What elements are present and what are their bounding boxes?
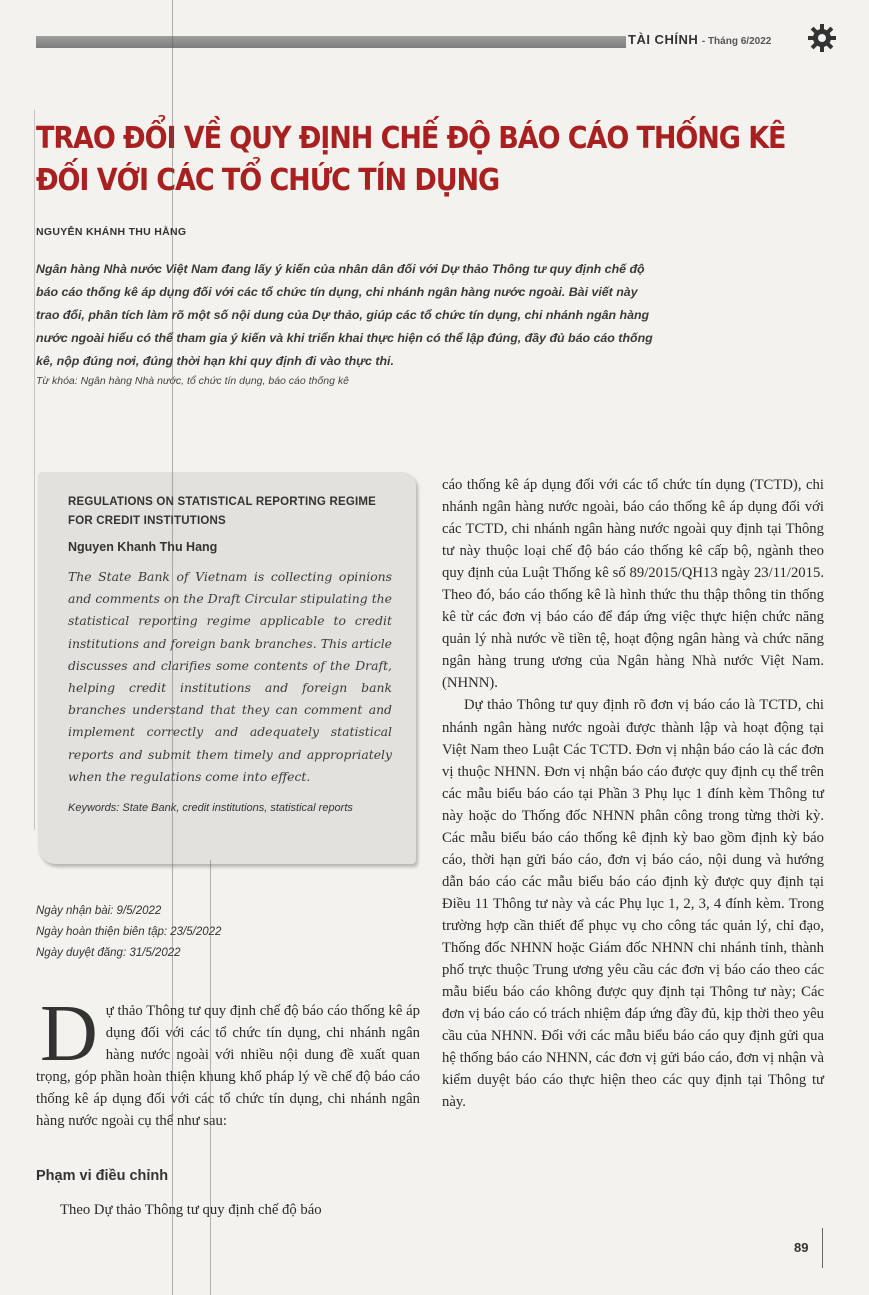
drop-cap: D: [40, 990, 98, 1078]
date-received: Ngày nhận bài: 9/5/2022: [36, 905, 162, 917]
title-line-2: ĐỐI VỚI CÁC TỔ CHỨC TÍN DỤNG: [36, 163, 500, 198]
english-title: REGULATIONS ON STATISTICAL REPORTING REGIME FOR CREDIT INSTITUTIONS: [68, 496, 377, 527]
date-approved: Ngày duyệt đăng: 31/5/2022: [36, 947, 181, 959]
title-line-1: TRAO ĐỔI VỀ QUY ĐỊNH CHẾ ĐỘ BÁO CÁO THỐNG KÊ: [36, 121, 786, 156]
right-paragraph-2: Dự thảo Thông tư quy định rõ đơn vị báo cáo là TCTD, chi nhánh ngân hàng nước ngoài được thành lập và hoạt động tại Việt Nam theo Luật Các TCTD. Đơn vị nhận báo cáo là các đơn vị thuộc NHNN. Đơn vị nhận báo cáo được quy định cụ thể trên các mẫu biểu báo cáo tại Phần 3 Phụ lục 1 đính kèm Thông tư này hoặc do Thống đốc NHNN phân công trong từng thời kỳ. Các mẫu biểu báo cáo thống kê định kỳ bao gồm định kỳ báo cáo, thời hạn gửi báo cáo, đơn vị báo cáo, nội dung và hướng dẫn báo cáo các mẫu biểu báo cáo định kỳ được quy định tại Điều 11 Thông tư này và các Phụ lục 1, 2, 3, 4 đính kèm. Trong trường hợp cần thiết để phục vụ cho công tác quản lý, chỉ đạo, Thống đốc NHNN hoặc Giám đốc NHNN chi nhánh tỉnh, thành phố trực thuộc Trung ương yêu cầu các đơn vị báo cáo theo các mẫu biểu báo cáo không được quy định tại Thông tư này; Các đơn vị báo cáo có trách nhiệm đáp ứng đầy đủ, kịp thời theo yêu cầu của NHNN. Đối với các mẫu biểu báo cáo quy định gửi qua hệ thống báo cáo NHNN, các đơn vị gửi báo cáo, đơn vị nhận và kiểm duyệt báo cáo thực hiện theo các quy định tại Thông tư này.: [442, 697, 824, 1111]
scan-line: [210, 860, 211, 1295]
publication-dates: [36, 901, 221, 964]
header-bar: [36, 36, 626, 48]
lead-text: ự thảo Thông tư quy định chế độ báo cáo thống kê áp dụng đối với các tổ chức tín dụng, chi nhánh ngân hàng nước ngoài với nhiều nội dung đề xuất quan trọng, góp phần hoàn thiện khung khổ pháp lý về chế độ báo cáo thống kê áp dụng đối với các tổ chức tín dụng, chi nhánh ngân hàng nước ngoài cụ thể như sau:: [36, 1003, 420, 1129]
section-heading: Phạm vi điều chỉnh: [36, 1168, 169, 1184]
scan-line: [34, 110, 35, 830]
article-title: [36, 118, 786, 202]
author-name: NGUYỄN KHÁNH THU HẰNG: [36, 226, 187, 238]
page-number-divider: [822, 1228, 823, 1268]
english-author: Nguyen Khanh Thu Hang: [68, 540, 218, 554]
keywords-vn: Từ khóa: Ngân hàng Nhà nước, tổ chức tín dụng, báo cáo thống kê: [36, 375, 349, 387]
gear-icon: [808, 24, 836, 52]
section-name: TÀI CHÍNH: [628, 32, 699, 47]
page-number: 89: [794, 1240, 809, 1255]
abstract-vn: Ngân hàng Nhà nước Việt Nam đang lấy ý kiến của nhân dân đối với Dự thảo Thông tư quy định chế độ báo cáo thống kê áp dụng đối với các tổ chức tín dụng, chi nhánh ngân hàng nước ngoài. Bài viết này trao đổi, phân tích làm rõ một số nội dung của Dự thảo, giúp các tổ chức tín dụng, chi nhánh ngân hàng nước ngoài hiểu có thể tham gia ý kiến và khi triển khai thực hiện có thể lập đúng, đầy đủ báo cáo thống kê, nộp đúng nơi, đúng thời hạn khi quy định đi vào thực thi.: [36, 262, 653, 368]
english-keywords: Keywords: State Bank, credit institutions, statistical reports: [68, 802, 353, 814]
right-column: [442, 474, 824, 1113]
body-paragraph-start: Theo Dự thảo Thông tư quy định chế độ báo: [60, 1202, 322, 1218]
issue-date: - Tháng 6/2022: [701, 36, 772, 47]
date-edited: Ngày hoàn thiện biên tập: 23/5/2022: [36, 926, 222, 938]
right-paragraph-1: cáo thống kê áp dụng đối với các tổ chức tín dụng (TCTD), chi nhánh ngân hàng nước ngoài, báo cáo thống kê áp dụng đối với các TCTD, chi nhánh ngân hàng nước ngoài quy định tại Thông tư này thuộc loại chế độ báo cáo thống kê cấp bộ, ngành theo quy định của Luật Thống kê số 89/2015/QH13 ngày 23/11/2015. Theo đó, báo cáo thống kê là hình thức thu thập thông tin thống kê từ các đơn vị báo cáo để đáp ứng việc thực hiện chức năng quản lý nhà nước về tiền tệ, hoạt động ngân hàng và chức năng ngân hàng trung ương của Ngân hàng Nhà nước Việt Nam. (NHNN).: [442, 477, 824, 692]
lead-paragraph: [36, 990, 420, 1132]
english-abstract: The State Bank of Vietnam is collecting opinions and comments on the Draft Circular stipulating the statistical reporting regime applicable to credit institutions and foreign bank branches. This article discusses and clarifies some contents of the Draft, helping credit institutions and foreign bank branches understand that they can comment and implement correctly and adequately statistical reports and submit them timely and appropriately when the regulations come into effect.: [68, 569, 392, 784]
running-header: [628, 32, 771, 47]
scan-line: [172, 0, 173, 1295]
